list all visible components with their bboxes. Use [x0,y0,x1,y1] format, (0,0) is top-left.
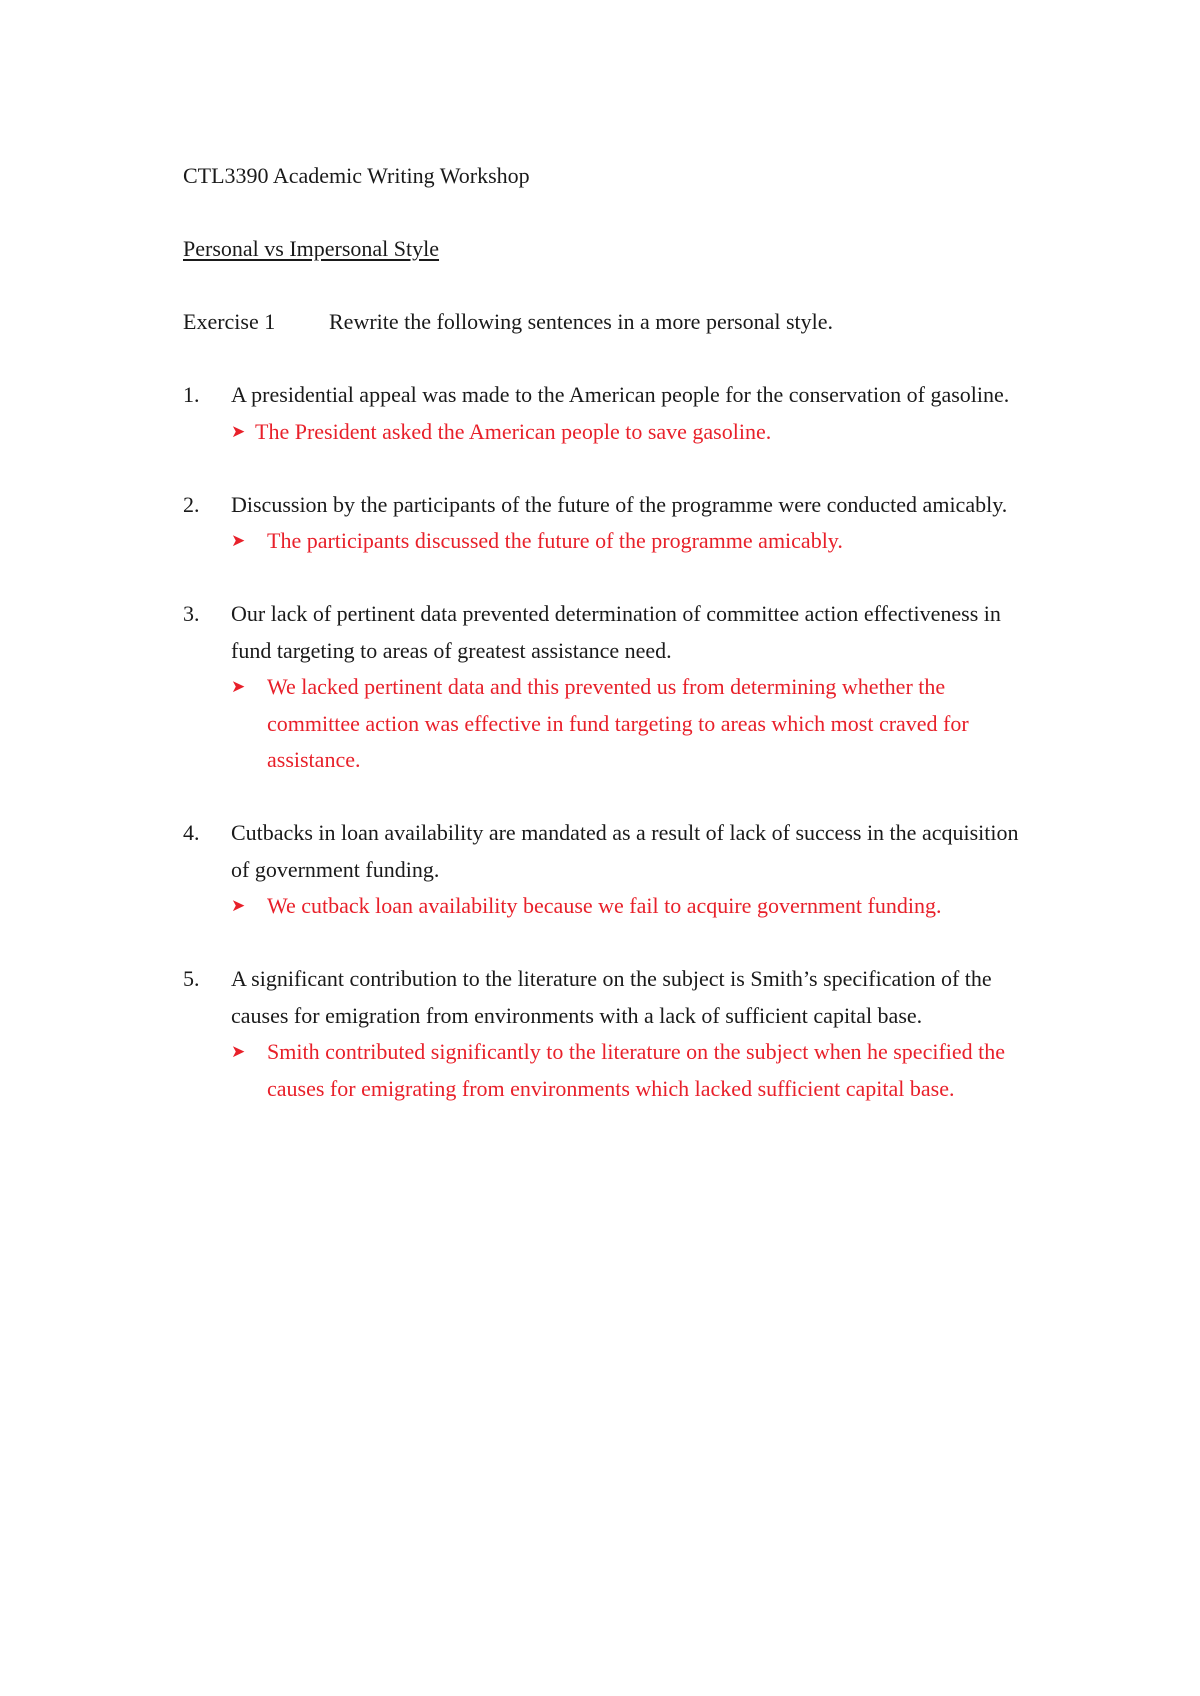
exercise-instruction: Rewrite the following sentences in a more personal style. [329,309,834,334]
item-answer [231,414,1043,451]
list-item [183,961,1043,1107]
item-answer [231,523,1043,560]
arrow-bullet-icon: ➤ [231,677,246,697]
item-answer [231,888,1043,925]
arrow-bullet-icon: ➤ [231,896,246,916]
answer-text: We lacked pertinent data and this prevented us from determining whether the committee action was effective in fund targeting to areas which most craved for assistance. [267,674,969,772]
course-title: CTL3390 Academic Writing Workshop [183,163,530,188]
item-body [231,377,1043,450]
exercise-list [183,377,1043,1107]
item-question: Cutbacks in loan availability are mandated as a result of lack of success in the acquisition of government funding. [231,820,1019,882]
list-item [183,815,1043,925]
item-body [231,961,1043,1107]
list-item [183,487,1043,560]
item-body [231,596,1043,779]
arrow-bullet-icon: ➤ [231,421,246,442]
item-question: Our lack of pertinent data prevented determination of committee action effectiveness in fund targeting to areas of greatest assistance need. [231,601,1001,663]
item-number: 1. [183,382,200,407]
answer-text: The President asked the American people to save gasoline. [255,418,772,444]
answer-text: The participants discussed the future of the programme amicably. [267,528,843,553]
exercise-header [183,304,1043,341]
answer-text: Smith contributed significantly to the literature on the subject when he specified the causes for emigrating from environments which lacked sufficient capital base. [267,1039,1006,1101]
answer-text: We cutback loan availability because we fail to acquire government funding. [267,893,942,918]
list-item [183,377,1043,450]
item-number: 4. [183,820,200,845]
exercise-label: Exercise 1 [183,309,276,334]
item-question: Discussion by the participants of the future of the programme were conducted amicably. [231,491,1008,517]
section-heading: Personal vs Impersonal Style [183,236,440,261]
arrow-bullet-icon: ➤ [231,1042,246,1062]
item-question: A significant contribution to the literature on the subject is Smith’s specification of the causes for emigration from environments with a lack of sufficient capital base. [231,966,992,1028]
document-content [183,158,1043,1144]
item-answer [231,669,1043,779]
item-answer [231,1034,1043,1107]
item-number: 2. [183,491,200,517]
item-number: 3. [183,601,200,626]
item-question: A presidential appeal was made to the American people for the conservation of gasoline. [231,382,1010,407]
item-body [231,815,1043,925]
list-item [183,596,1043,779]
item-number: 5. [183,966,200,991]
arrow-bullet-icon: ➤ [231,531,246,551]
item-body [231,487,1043,560]
